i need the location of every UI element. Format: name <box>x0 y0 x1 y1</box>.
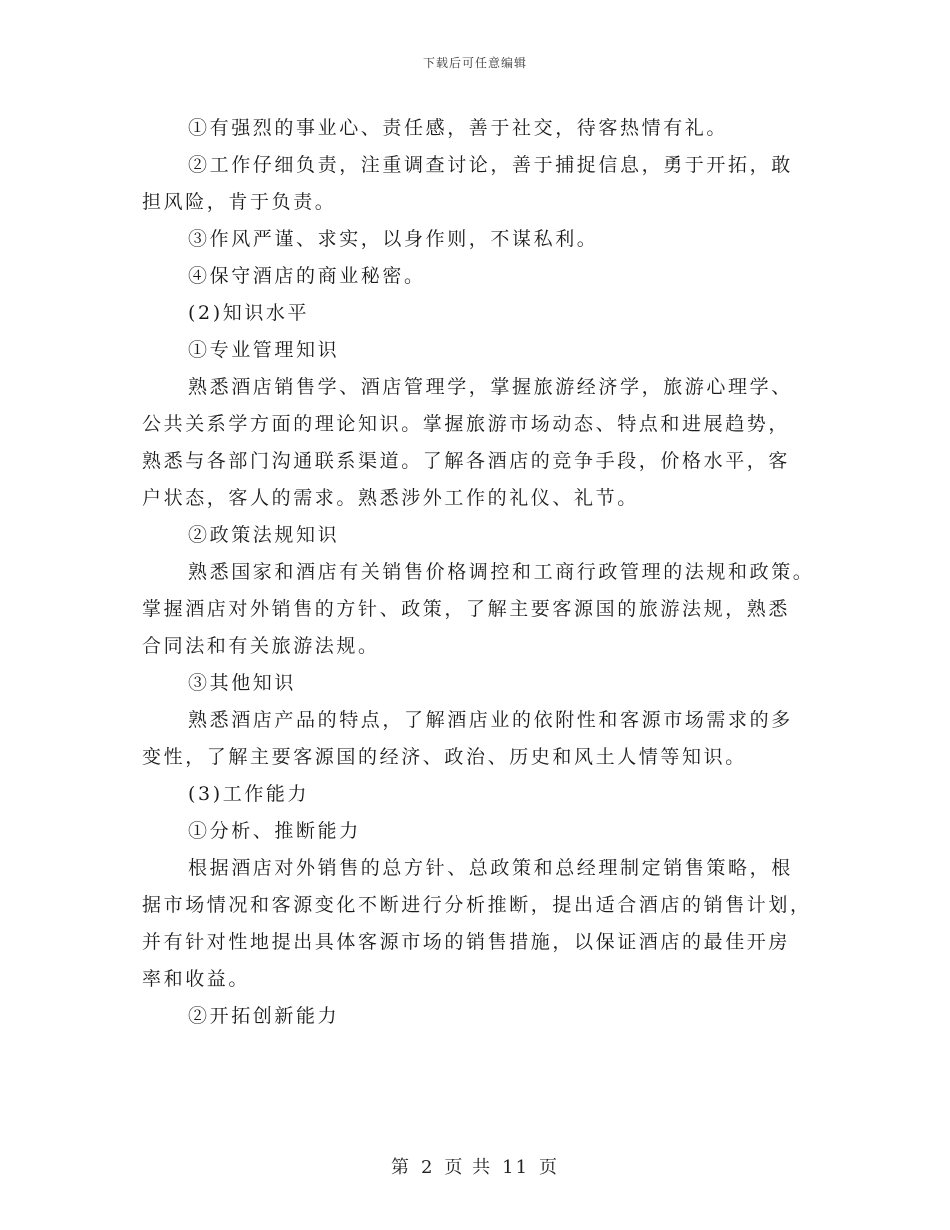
text-line: 熟悉与各部门沟通联系渠道。了解各酒店的竞争手段，价格水平，客 <box>142 450 791 472</box>
text-line: ④保守酒店的商业秘密。 <box>188 265 426 287</box>
text-line: 并有针对性地提出具体客源市场的销售措施，以保证酒店的最佳开房 <box>142 931 791 953</box>
text-line: 熟悉酒店产品的特点，了解酒店业的依附性和客源市场需求的多 <box>188 709 793 731</box>
text-line: 公共关系学方面的理论知识。掌握旅游市场动态、特点和进展趋势， <box>142 413 791 435</box>
text-line: 合同法和有关旅游法规。 <box>142 635 380 657</box>
text-line: 担风险，肯于负责。 <box>142 191 337 213</box>
footer-prefix: 第 <box>390 1157 411 1178</box>
text-line: 率和收益。 <box>142 968 251 990</box>
text-line: 变性，了解主要客源国的经济、政治、历史和风土人情等知识。 <box>142 746 747 768</box>
text-line: ③其他知识 <box>188 672 297 694</box>
text-line: 熟悉酒店销售学、酒店管理学，掌握旅游经济学，旅游心理学、 <box>188 376 793 398</box>
text-line: (2)知识水平 <box>188 302 310 324</box>
text-line: (3)工作能力 <box>188 783 310 805</box>
document-body <box>142 110 815 1035</box>
text-line: ①专业管理知识 <box>188 339 340 361</box>
text-line: 户状态，客人的需求。熟悉涉外工作的礼仪、礼节。 <box>142 487 639 509</box>
text-line: ②政策法规知识 <box>188 524 340 546</box>
text-line: 据市场情况和客源变化不断进行分析推断，提出适合酒店的销售计划， <box>142 894 812 916</box>
text-line: ②工作仔细负责，注重调查讨论，善于捕捉信息，勇于开拓，敢 <box>188 154 793 176</box>
text-line: ①分析、推断能力 <box>188 820 361 842</box>
footer-total-pages: 11 <box>502 1157 530 1178</box>
text-line: ①有强烈的事业心、责任感，善于社交，待客热情有礼。 <box>188 117 729 139</box>
text-line: 掌握酒店对外销售的方针、政策，了解主要客源国的旅游法规，熟悉 <box>142 598 791 620</box>
page-footer <box>0 1153 950 1179</box>
footer-suffix: 页 <box>539 1157 560 1178</box>
text-line: 根据酒店对外销售的总方针、总政策和总经理制定销售策略，根 <box>188 857 793 879</box>
footer-middle: 页 共 <box>444 1157 493 1178</box>
text-line: 熟悉国家和酒店有关销售价格调控和工商行政管理的法规和政策。 <box>188 561 815 583</box>
page-header: 下载后可任意编辑 <box>422 56 527 70</box>
text-line: ②开拓创新能力 <box>188 1005 340 1027</box>
footer-page-number: 2 <box>420 1157 435 1178</box>
text-line: ③作风严谨、求实，以身作则，不谋私利。 <box>188 228 599 250</box>
